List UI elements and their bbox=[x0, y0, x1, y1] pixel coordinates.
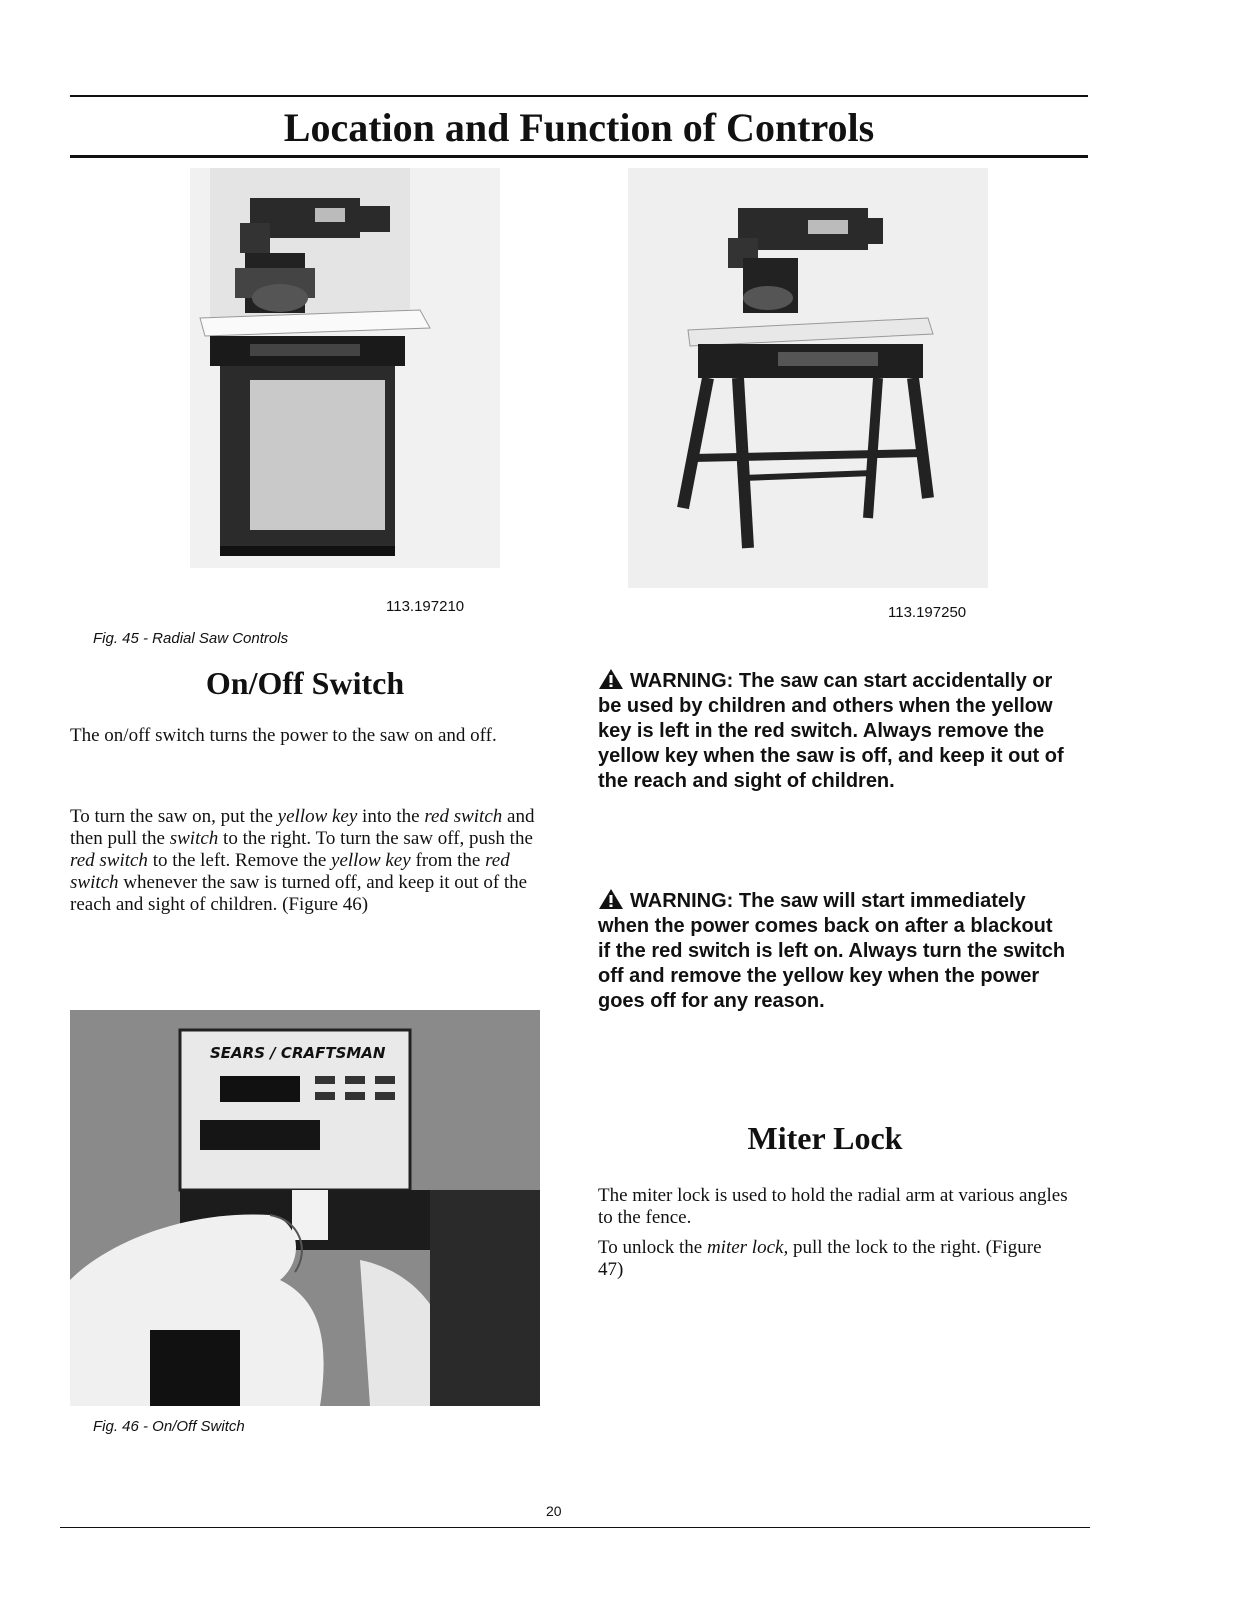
warning-block-2 bbox=[598, 888, 1068, 1014]
onoff-paragraph-1: The on/off switch turns the power to the saw on and off. bbox=[70, 725, 497, 746]
onoff-switch-heading: On/Off Switch bbox=[205, 665, 405, 701]
warning-text: The saw will start immediately when the power comes back on after a blackout if the red switch is left on. Always turn the switch off and remove the yellow key when the power goes off for any reason. bbox=[598, 890, 1066, 1012]
page-number: 20 bbox=[546, 1503, 562, 1519]
onoff-paragraph-2: To turn the saw on, put the yellow key into the red switch and then pull the switch to the right. To turn the saw off, push the red switch to the left. Remove the yellow key from the red switch whenever the saw is turned off, and keep it out of the reach and sight of children. (Figure 46) bbox=[70, 806, 535, 915]
onoff-switch-photo bbox=[70, 1010, 540, 1406]
model-number-right: 113.197250 bbox=[888, 604, 967, 621]
miter-lock-heading: Miter Lock bbox=[747, 1120, 903, 1156]
figure-45-caption: Fig. 45 - Radial Saw Controls bbox=[93, 630, 289, 647]
warning-label: WARNING: bbox=[630, 890, 734, 912]
warning-triangle-icon bbox=[598, 668, 624, 690]
radial-saw-stand-photo bbox=[628, 168, 988, 588]
top-rule bbox=[70, 95, 1088, 97]
footer-rule bbox=[60, 1527, 1090, 1528]
brand-label: SEARS / CRAFTSMAN bbox=[210, 1044, 386, 1062]
radial-saw-cabinet-photo bbox=[190, 168, 500, 568]
miter-paragraph-1: The miter lock is used to hold the radial arm at various angles to the fence. bbox=[598, 1185, 1068, 1228]
title-underline-rule bbox=[70, 155, 1088, 158]
model-number-left: 113.197210 bbox=[386, 598, 465, 615]
page-title: Location and Function of Controls bbox=[283, 105, 875, 150]
warning-text: The saw can start accidentally or be used by children and others when the yellow key is left in the red switch. Always remove the yellow key when the saw is off, and keep it out of the reach and sight of children. bbox=[598, 670, 1064, 792]
figure-46-caption: Fig. 46 - On/Off Switch bbox=[93, 1418, 245, 1435]
warning-label: WARNING: bbox=[630, 670, 734, 692]
warning-block-1 bbox=[598, 668, 1068, 794]
miter-paragraph-2: To unlock the miter lock, pull the lock to the right. (Figure 47) bbox=[598, 1237, 1042, 1280]
warning-triangle-icon bbox=[598, 888, 624, 910]
